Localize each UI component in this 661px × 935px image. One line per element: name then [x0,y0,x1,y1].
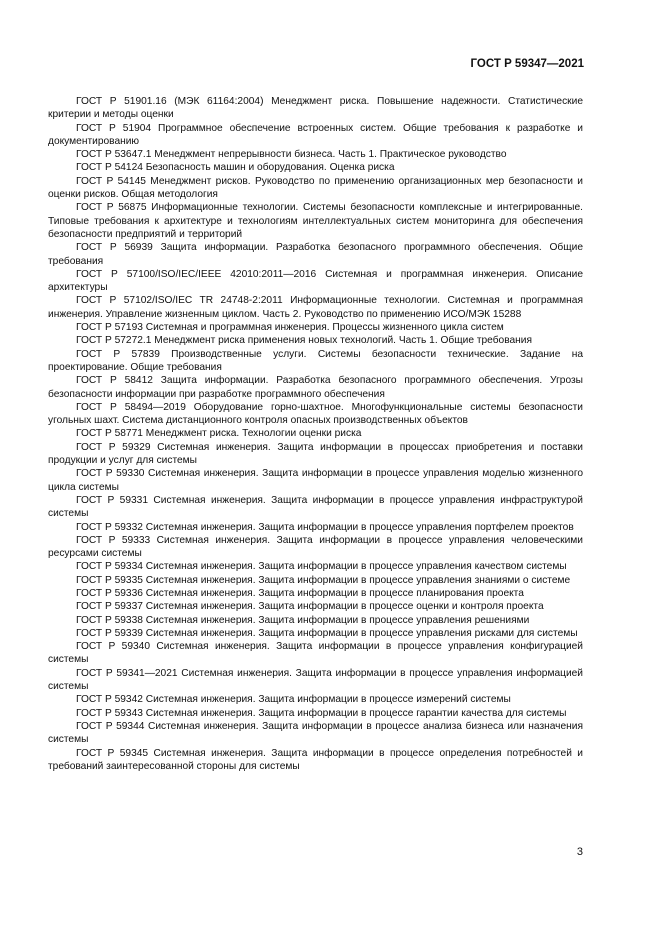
reference-item: ГОСТ Р 56939 Защита информации. Разработка безопасного программного обеспечения. Общие требования [48,242,583,267]
reference-item: ГОСТ Р 59332 Системная инженерия. Защита информации в процессе управления портфелем проектов [76,521,574,533]
reference-item: ГОСТ Р 59335 Системная инженерия. Защита информации в процессе управления знаниями о системе [76,574,571,586]
reference-item: ГОСТ Р 54145 Менеджмент рисков. Руководство по применению организационных мер безопасности и оценки рисков. Общая методология [48,175,583,201]
reference-item: ГОСТ Р 59341—2021 Системная инженерия. Защита информации в процессе управления информацией системы [48,667,583,693]
reference-item: ГОСТ Р 59338 Системная инженерия. Защита информации в процессе управления решениями [76,614,530,626]
reference-item: ГОСТ Р 59340 Системная инженерия. Защита информации в процессе управления конфигурацией системы [48,641,583,666]
reference-item: ГОСТ Р 58494—2019 Оборудование горно-шахтное. Многофункциональные системы безопасности угольных шахт. Система дистанционного контроля опасных производственных объектов [48,401,583,427]
reference-item: ГОСТ Р 59337 Системная инженерия. Защита информации в процессе оценки и контроля проекта [76,601,544,613]
reference-item: ГОСТ Р 57839 Производственные услуги. Системы безопасности технические. Задание на проектирование. Общие требования [48,348,583,373]
reference-item: ГОСТ Р 59330 Системная инженерия. Защита информации в процессе управления моделью жизненного цикла системы [48,468,583,493]
reference-item: ГОСТ Р 54124 Безопасность машин и оборудования. Оценка риска [76,162,395,174]
reference-item: ГОСТ Р 51901.16 (МЭК 61164:2004) Менеджмент риска. Повышение надежности. Статистические критерии и методы оценки [48,96,583,121]
reference-item: ГОСТ Р 59331 Системная инженерия. Защита информации в процессе управления инфраструктурой системы [48,494,583,520]
reference-item: ГОСТ Р 56875 Информационные технологии. Системы безопасности комплексные и интегрированные. Типовые требования к архитектуре и технологиям интеллектуальных систем мониторинга для обеспечения безопасности предприятий и территорий [48,202,583,240]
reference-item: ГОСТ Р 59344 Системная инженерия. Защита информации в процессе анализа бизнеса или назначения системы [48,720,583,746]
references-list [48,95,583,773]
reference-item: ГОСТ Р 59334 Системная инженерия. Защита информации в процессе управления качеством системы [76,561,567,573]
reference-item: ГОСТ Р 59336 Системная инженерия. Защита информации в процессе планирования проекта [76,587,524,599]
reference-item: ГОСТ Р 59333 Системная инженерия. Защита информации в процессе управления человеческими ресурсами системы [48,534,583,560]
reference-item: ГОСТ Р 57102/ISO/IEC TR 24748-2:2011 Информационные технологии. Системная и программная инженерия. Управление жизненным циклом. Часть 2. Руководство по применению ИСО/МЭК 15288 [48,295,583,320]
reference-item: ГОСТ Р 59345 Системная инженерия. Защита информации в процессе определения потребностей и требований заинтересованной стороны для системы [48,747,583,772]
reference-item: ГОСТ Р 57193 Системная и программная инженерия. Процессы жизненного цикла систем [76,322,504,334]
reference-item: ГОСТ Р 57100/ISO/IEC/IEEE 42010:2011—2016 Системная и программная инженерия. Описание архитектуры [48,268,583,294]
reference-item: ГОСТ Р 53647.1 Менеджмент непрерывности бизнеса. Часть 1. Практическое руководство [76,149,507,161]
document-header: ГОСТ Р 59347—2021 [470,58,584,70]
reference-item: ГОСТ Р 59339 Системная инженерия. Защита информации в процессе управления рисками для системы [76,627,578,639]
reference-item: ГОСТ Р 59342 Системная инженерия. Защита информации в процессе измерений системы [76,694,511,706]
reference-item: ГОСТ Р 51904 Программное обеспечение встроенных систем. Общие требования к разработке и документированию [48,122,583,147]
reference-item: ГОСТ Р 58412 Защита информации. Разработка безопасного программного обеспечения. Угрозы безопасности информации при разработке программного обеспечения [48,375,583,400]
page-number: 3 [576,846,583,858]
reference-item: ГОСТ Р 59329 Системная инженерия. Защита информации в процессах приобретения и поставки продукции и услуг для системы [48,441,583,467]
reference-item: ГОСТ Р 58771 Менеджмент риска. Технологии оценки риска [76,428,362,440]
reference-item: ГОСТ Р 57272.1 Менеджмент риска применения новых технологий. Часть 1. Общие требования [76,335,533,347]
reference-item: ГОСТ Р 59343 Системная инженерия. Защита информации в процессе гарантии качества для системы [76,707,567,719]
